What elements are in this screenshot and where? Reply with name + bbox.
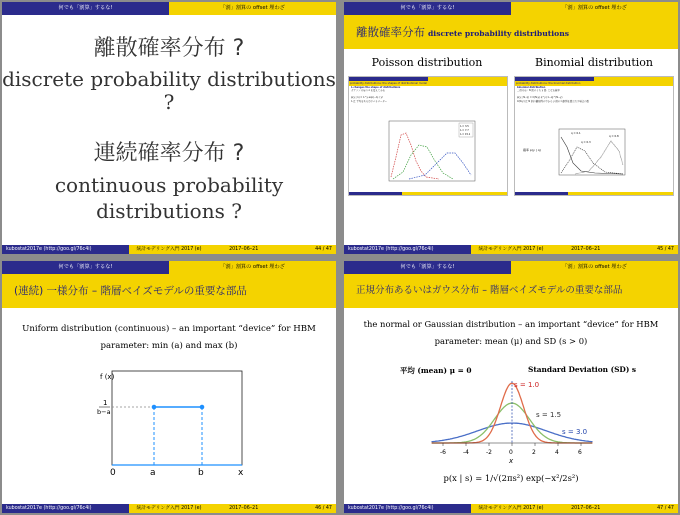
slide-footer-bar [2,245,336,254]
plot-frame [112,371,242,465]
slide-footer-bar [344,245,678,254]
heading-continuous-ja: 連続確率分布 ? [93,141,245,166]
header-right: 「割」割算の offset 埋わざ [169,261,336,274]
axis-xlabel: x [238,468,244,478]
footer-left: kubostat2017e (http://goo.gl/76c4i) [344,504,471,513]
column-title-poisson: Poisson distribution [371,56,483,69]
slide-params: parameter: min (a) and max (b) [100,341,238,351]
plot-label: q = 0.8 [609,135,619,138]
footer-left: kubostat2017e (http://goo.gl/76c4i) [2,245,129,254]
x-tick-label: 2 [532,449,536,456]
page-number: 44 / 47 [315,247,332,252]
slide-subtitle: the normal or Gaussian distribution – an important “device” for HBM [363,319,659,329]
title-en: discrete probability distributions [428,29,569,38]
poisson-series-1 [391,133,439,179]
y-fraction-num: 1 [103,399,108,407]
slide-title: 正規分布あるいはガウス分布 – 階層ベイズモデルの重要な部品 [344,274,678,308]
point-b [200,405,205,410]
footer-middle: 統計モデリング入門 2017 (e) [129,245,209,254]
mini-header: probability distributions: the shapes of distributional model [349,81,507,86]
x-tick-a: a [150,468,156,478]
header-left: 何でも「割算」するな! [344,2,511,15]
slide-title [2,274,336,308]
uniform-plot [2,361,336,501]
x-ticks [440,443,582,456]
header-right: 「割」割算の offset 埋わざ [511,2,678,15]
point-a [152,405,157,410]
page-number: 45 / 47 [657,247,674,252]
header-left: 何でも「割算」するな! [2,261,169,274]
slide-header-bar [2,261,336,274]
mini-note: C(N,y) は N 個の観察例の中から y 個の当事例を選びだす場合の数 [517,99,589,103]
mean-label: 平均 (mean) μ = 0 [400,366,472,375]
slide-header-bar [344,2,678,15]
poisson-plot [349,117,508,187]
page-number: 47 / 47 [657,506,674,511]
label-s1: s = 1.0 [514,381,540,389]
title-text: 一様分布 – 階層ベイズモデルの重要な部品 [46,285,247,297]
page-number: 46 / 47 [315,506,332,511]
footer-middle: 統計モデリング入門 2017 (e) [471,245,551,254]
x-tick-0: 0 [110,468,116,478]
normal-plot [344,373,678,473]
slide-47[interactable] [344,261,678,513]
y-fraction-den: b−a [97,408,111,416]
footer-date: 2017–06–21 [571,506,601,511]
binomial-series-2 [561,147,623,174]
x-tick-b: b [198,468,204,478]
thumbnail-binomial[interactable] [514,76,674,196]
x-tick-label: 6 [578,449,582,456]
legend-entry: λ = 7.7 [460,129,469,132]
slide-subtitle: Uniform distribution (continuous) – an important “device” for HBM [22,324,316,334]
axis-ylabel: f (x) [100,373,115,381]
binomial-series-3 [575,141,623,174]
plot-ylabel: 確率 p(y | q) [523,148,541,152]
header-right: 「割」割算の offset 埋わざ [169,2,336,15]
x-tick-label: 0 [509,449,513,456]
slide-header-bar [2,2,336,15]
x-tick-label: 4 [555,449,559,456]
legend-entry: λ = 3.5 [460,125,469,128]
mini-line: λ changes the shape of distributions [351,86,401,89]
column-title-binomial: Binomial distribution [534,56,653,69]
plot-label: q = 0.1 [571,132,581,135]
slide-footer-bar [344,504,678,513]
slide-footer-bar [2,504,336,513]
mini-formula: p(y | λ) = λ^y exp(−λ) / y! [351,96,383,100]
mini-line: binomial distribution [517,86,546,89]
axis-xlabel: x [509,457,514,465]
slide-title [344,15,678,49]
slide-45[interactable] [344,2,678,254]
footer-left: kubostat2017e (http://goo.gl/76c4i) [344,245,471,254]
footer-middle: 統計モデリング入門 2017 (e) [471,504,551,513]
footer-middle: 統計モデリング入門 2017 (e) [129,504,209,513]
title-ja: 離散確率分布 [356,25,425,39]
binomial-plot [515,117,674,187]
header-left: 何でも「割算」するな! [2,2,169,15]
mini-header: probability distributions: the binomial distribution [515,81,673,86]
title-prefix: (連続) [14,285,44,297]
mini-formula: p(y | N, q) = C(N,y) q^y (1−q)^(N−y) [517,96,563,100]
heading-continuous-en-1: continuous probability [54,173,284,197]
label-s2: s = 1.5 [536,411,562,419]
sd-label: Standard Deviation (SD) s [528,365,637,374]
heading-continuous-en-2: distributions ? [96,199,242,223]
x-tick-label: -6 [440,449,446,456]
footer-left: kubostat2017e (http://goo.gl/76c4i) [2,504,129,513]
mini-line: ポアソン分布の λ を変えてみる [351,89,386,93]
slide-params: parameter: mean (μ) and SD (s > 0) [434,336,588,346]
heading-discrete-ja: 離散確率分布 ? [93,36,245,61]
header-left: 何でも「割算」するな! [344,261,511,274]
heading-discrete-en: discrete probability distributions ? [2,67,336,114]
plot-label: q = 0.3 [581,141,591,144]
binomial-series-1 [561,137,623,174]
label-s3: s = 3.0 [562,428,588,436]
x-tick-label: -2 [486,449,492,456]
mini-note: λ は 平均をあらわすパラメーター [351,99,388,103]
footer-date: 2017–06–21 [229,506,259,511]
normal-formula: p(x | s) = 1/√(2πs²) exp(−x²/2s²) [443,473,579,483]
slide-44[interactable] [2,2,336,254]
slide-header-bar [344,261,678,274]
legend-entry: λ = 15.1 [460,133,471,136]
thumbnail-poisson[interactable] [348,76,508,196]
footer-date: 2017–06–21 [229,247,259,252]
slide-46[interactable] [2,261,336,513]
header-right: 「割」割算の offset 埋わざ [511,261,678,274]
x-tick-label: -4 [463,449,469,456]
footer-date: 2017–06–21 [571,247,601,252]
mini-line: 二項分布 : N 回のうち y 回, となる確率 [517,89,560,93]
